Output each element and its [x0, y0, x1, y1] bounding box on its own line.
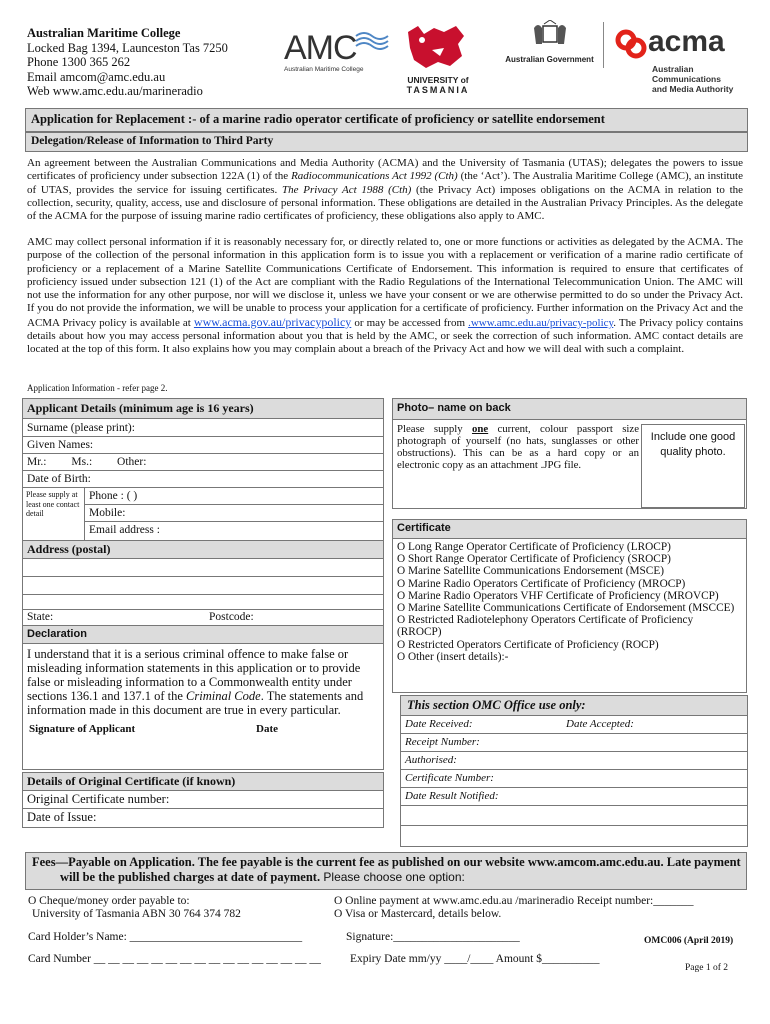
card-holder-field[interactable]: Card Holder’s Name: ______________________________	[28, 931, 303, 943]
cheque-option[interactable]: O Cheque/money order payable to:	[28, 895, 190, 907]
amc-logo	[284, 30, 394, 85]
utas-line1: UNIVERSITY of	[407, 75, 469, 85]
postal-address: Locked Bag 1394, Launceston Tas 7250	[27, 40, 228, 55]
privacy-act-name: The Privacy Act 1988 (Cth)	[282, 183, 412, 196]
dob-label: Date of Birth:	[27, 473, 91, 485]
card-signature-field[interactable]: Signature:______________________	[346, 931, 520, 943]
declaration-date-field[interactable]	[256, 738, 376, 768]
state-field[interactable]: State:	[27, 611, 54, 623]
form-title-bar	[25, 108, 748, 132]
cert-option-other[interactable]: O Other (insert details):-	[397, 650, 509, 663]
para-text: AMC may collect personal information if it is reasonably necessary for, or directly related to, one or more functions or activities as delegated by the ACMA. The purpose of the collection of the personal information in this application form is to issue you with a replacement or verification of a marine radio certificate of proficiency or a replacement of a Marine Satellite Communications Certificate of Endorsement. This information is required to ensure that certificates of proficiency issued under subsection 121 (1) of the Act are compliant with the Radio Regulations of the International Telecommunication Union. The AMC will not use the information for any other purpose, nor will we disclose it, unless we have your consent or we are otherwise permitted to do so under the Privacy Act. If you do not provide the information, we will be unable to process your application for a certificate of proficiency. Further information on the Privacy Act and the ACMA Privacy policy is available at	[27, 236, 743, 329]
office-use-box	[400, 695, 748, 847]
header-address	[27, 26, 228, 99]
cert-number-label: Certificate Number:	[405, 772, 494, 784]
acma-rings-icon	[612, 26, 652, 60]
photo-text: Please supply	[397, 423, 472, 435]
payment-left	[28, 895, 241, 920]
logo-divider	[603, 22, 604, 68]
original-certificate-box	[22, 772, 384, 828]
photo-text: current, colour passport size photograph of yourself (no hats, sunglasses or other obstructions). This can be as a hard copy or an electronic copy as an attachment .JPG file.	[397, 423, 639, 471]
declaration-text	[27, 647, 381, 717]
original-number-field[interactable]	[23, 791, 383, 809]
surname-label: Surname (please print):	[27, 422, 135, 434]
org-name: Australian Maritime College	[27, 26, 181, 40]
coat-of-arms-icon	[530, 20, 570, 50]
supply-note: Please supply at least one contact detail	[23, 488, 85, 540]
declaration-box	[22, 625, 384, 770]
online-option[interactable]: O Online payment at www.amc.edu.au /marineradio Receipt number:_______	[334, 895, 694, 907]
tasmanian-devil-crest-icon	[404, 22, 468, 70]
date-received-field[interactable]: Date Received:	[405, 718, 473, 730]
declaration-text-part: I understand that it is a serious criminal offence to make false or misleading information statements in this application or to provide false or misleading information to a Commonwealth entity under sections 136.1 and 137.1 of the	[27, 647, 361, 703]
receipt-number-field[interactable]	[401, 734, 747, 752]
aus-gov-text: Australian Government	[505, 55, 594, 64]
aus-gov-logo	[502, 20, 597, 70]
fees-choose: Please choose one option:	[320, 869, 465, 884]
visa-option[interactable]: O Visa or Mastercard, details below.	[334, 907, 502, 920]
utas-abn: University of Tasmania ABN 30 764 374 782	[32, 907, 241, 920]
office-heading: This section OMC Office use only:	[401, 696, 747, 716]
form-id: OMC006 (April 2019)	[644, 936, 734, 946]
card-number-field[interactable]: Card Number __ __ __ __ __ __ __ __ __ __ __ __ __ __ __ __	[28, 953, 321, 965]
result-notified-field[interactable]	[401, 788, 747, 806]
wave-icon	[354, 30, 390, 54]
delegation-paragraph-2	[27, 236, 743, 357]
signature-field[interactable]	[29, 738, 249, 768]
certificate-options	[397, 541, 737, 663]
amc-logo-text: AMC	[284, 29, 357, 67]
payment-right	[334, 895, 693, 920]
form-title: Application for Replacement :- of a marine radio operator certificate of proficiency or satellite endorsement	[31, 112, 605, 126]
dob-field[interactable]	[23, 471, 383, 488]
cert-option-srocp[interactable]: O Short Range Operator Certificate of Proficiency (SROCP)	[397, 553, 671, 566]
signature-label: Signature of Applicant	[29, 723, 136, 735]
surname-field[interactable]	[23, 420, 383, 437]
mr-option[interactable]: Mr.:	[27, 456, 47, 468]
title-field[interactable]	[23, 454, 383, 471]
date-received-row	[401, 716, 747, 734]
app-info-note: Application Information - refer page 2.	[27, 383, 168, 393]
authorised-label: Authorised:	[405, 754, 457, 766]
original-heading: Details of Original Certificate (if known)	[23, 773, 383, 791]
office-blank-row[interactable]	[401, 806, 747, 826]
original-number-label: Original Certificate number:	[27, 792, 170, 806]
applicant-heading: Applicant Details (minimum age is 16 years)	[23, 399, 383, 419]
para-text: . The Privacy policy contains details about how you may access personal information about you that is held by the AMC, or seek the correction of such information. AMC contact details are located at the top of this form. It also explains how you may complain about a breach of the Privacy Act and how we will deal with such a complaint.	[27, 316, 744, 356]
fees-text	[32, 855, 741, 884]
certificate-heading: Certificate	[393, 520, 746, 539]
cert-number-field[interactable]	[401, 770, 747, 788]
date-label: Date	[256, 723, 278, 735]
page-number: Page 1 of 2	[685, 963, 729, 973]
fees-text-bold: Fees—Payable on Application. The fee payable is the current fee as published on our website www.amcom.amc.edu.au. Late payment will be the published charges at date of payment.	[32, 855, 741, 884]
cert-option-mrocp[interactable]: O Marine Radio Operators Certificate of Proficiency (MROCP)	[397, 577, 686, 590]
phone: Phone 1300 365 262	[27, 55, 131, 69]
expiry-amount-field[interactable]: Expiry Date mm/yy ____/____ Amount $__________	[350, 953, 600, 965]
acma-logo	[612, 26, 752, 96]
utas-line2: TASMANIA	[406, 85, 470, 95]
given-names-label: Given Names:	[27, 439, 94, 451]
acma-sub-line: and Media Authority	[652, 84, 734, 94]
email-label: Email address :	[89, 524, 160, 536]
photo-instructions	[397, 423, 639, 471]
acma-sub	[652, 64, 733, 94]
given-names-field[interactable]	[23, 437, 383, 454]
declaration-heading: Declaration	[23, 626, 383, 644]
address-line-1[interactable]	[23, 559, 383, 577]
criminal-code: Criminal Code	[186, 689, 261, 703]
acma-sub-line: Communications	[652, 74, 721, 84]
acma-privacy-link[interactable]: www.acma.gov.au/privacypolicy	[193, 314, 352, 329]
state-postcode-row	[23, 610, 383, 626]
acma-sub-line: Australian	[652, 64, 694, 74]
utas-logo	[398, 22, 478, 95]
other-option[interactable]: Other:	[117, 456, 147, 468]
email-field[interactable]	[85, 522, 383, 540]
photo-box	[392, 398, 747, 509]
para-text: or may be accessed from	[351, 316, 469, 329]
result-notified-label: Date Result Notified:	[405, 790, 499, 802]
date-accepted-field[interactable]: Date Accepted:	[566, 718, 634, 730]
address-box	[22, 540, 384, 626]
cert-option-msce[interactable]: O Marine Satellite Communications Endorsement (MSCE)	[397, 565, 665, 578]
phone-field[interactable]	[85, 488, 383, 505]
delegation-paragraph-1	[27, 157, 743, 223]
amc-logo-sub: Australian Maritime College	[284, 66, 364, 73]
phone-label: Phone : ( )	[89, 490, 138, 502]
para-text: An agreement between the Australian Communications and Media Authority (ACMA) and the University of Tasmania (UTAS); delegates the powers to issue certificates of proficiency under subsection 122A (1) of the	[27, 157, 743, 183]
delegation-heading-bar	[25, 132, 748, 152]
mobile-field[interactable]	[85, 505, 383, 522]
cert-option-lrocp[interactable]: O Long Range Operator Certificate of Proficiency (LROCP)	[397, 541, 671, 553]
applicant-details-box	[22, 398, 384, 541]
para-text: (the Privacy Act) imposes obligations on the ACMA in relation to the collection, security, quality, access, use and disclosure of personal information. These obligations are detailed in the Australian Privacy Principles. As the delegate of the ACMA for the purpose of issuing marine radio certificates of proficiency, these obligations also apply to AMC.	[27, 183, 744, 223]
amc-privacy-link[interactable]: .www.amc.edu.au/privacy-policy	[468, 316, 614, 329]
photo-heading: Photo– name on back	[393, 399, 746, 420]
address-line-2[interactable]	[23, 577, 383, 595]
good-photo-note: Include one good quality photo.	[650, 431, 736, 458]
photo-attachment-area[interactable]	[641, 424, 745, 508]
certificate-box	[392, 519, 747, 693]
fees-bar	[25, 852, 747, 890]
ms-option[interactable]: Ms.:	[71, 456, 93, 468]
cert-option-rrocp[interactable]: O Restricted Radiotelephony Operators Certificate of Proficiency (RROCP)	[397, 614, 694, 639]
delegation-heading: Delegation/Release of Information to Third Party	[31, 135, 274, 147]
para-text: (the ‘Act’). The Australia Maritime College (AMC), an institute of UTAS, provides the service for issuing certificates.	[27, 170, 743, 196]
receipt-number-label: Receipt Number:	[405, 736, 480, 748]
acma-logo-text: acma	[648, 25, 725, 58]
authorised-field[interactable]	[401, 752, 747, 770]
declaration-text-part: . The statements and information made in this document are true in every particular.	[27, 689, 364, 717]
issue-date-field[interactable]	[23, 809, 383, 827]
postcode-field[interactable]: Postcode:	[209, 611, 254, 623]
cert-option-rocp[interactable]: O Restricted Operators Certificate of Proficiency (ROCP)	[397, 638, 659, 651]
address-heading: Address (postal)	[23, 541, 383, 559]
photo-one: one	[471, 423, 489, 435]
mobile-label: Mobile:	[89, 507, 126, 519]
address-line-3[interactable]	[23, 595, 383, 610]
act-name: Radiocommunications Act 1992 (Cth)	[291, 170, 458, 183]
website: Web www.amc.edu.au/marineradio	[27, 84, 203, 98]
cert-option-mrovcp[interactable]: O Marine Radio Operators VHF Certificate of Proficiency (MROVCP)	[397, 589, 719, 602]
issue-date-label: Date of Issue:	[27, 810, 97, 824]
cert-option-mscce[interactable]: O Marine Satellite Communications Certificate of Endorsement (MSCCE)	[397, 602, 735, 615]
email: Email amcom@amc.edu.au	[27, 69, 166, 84]
